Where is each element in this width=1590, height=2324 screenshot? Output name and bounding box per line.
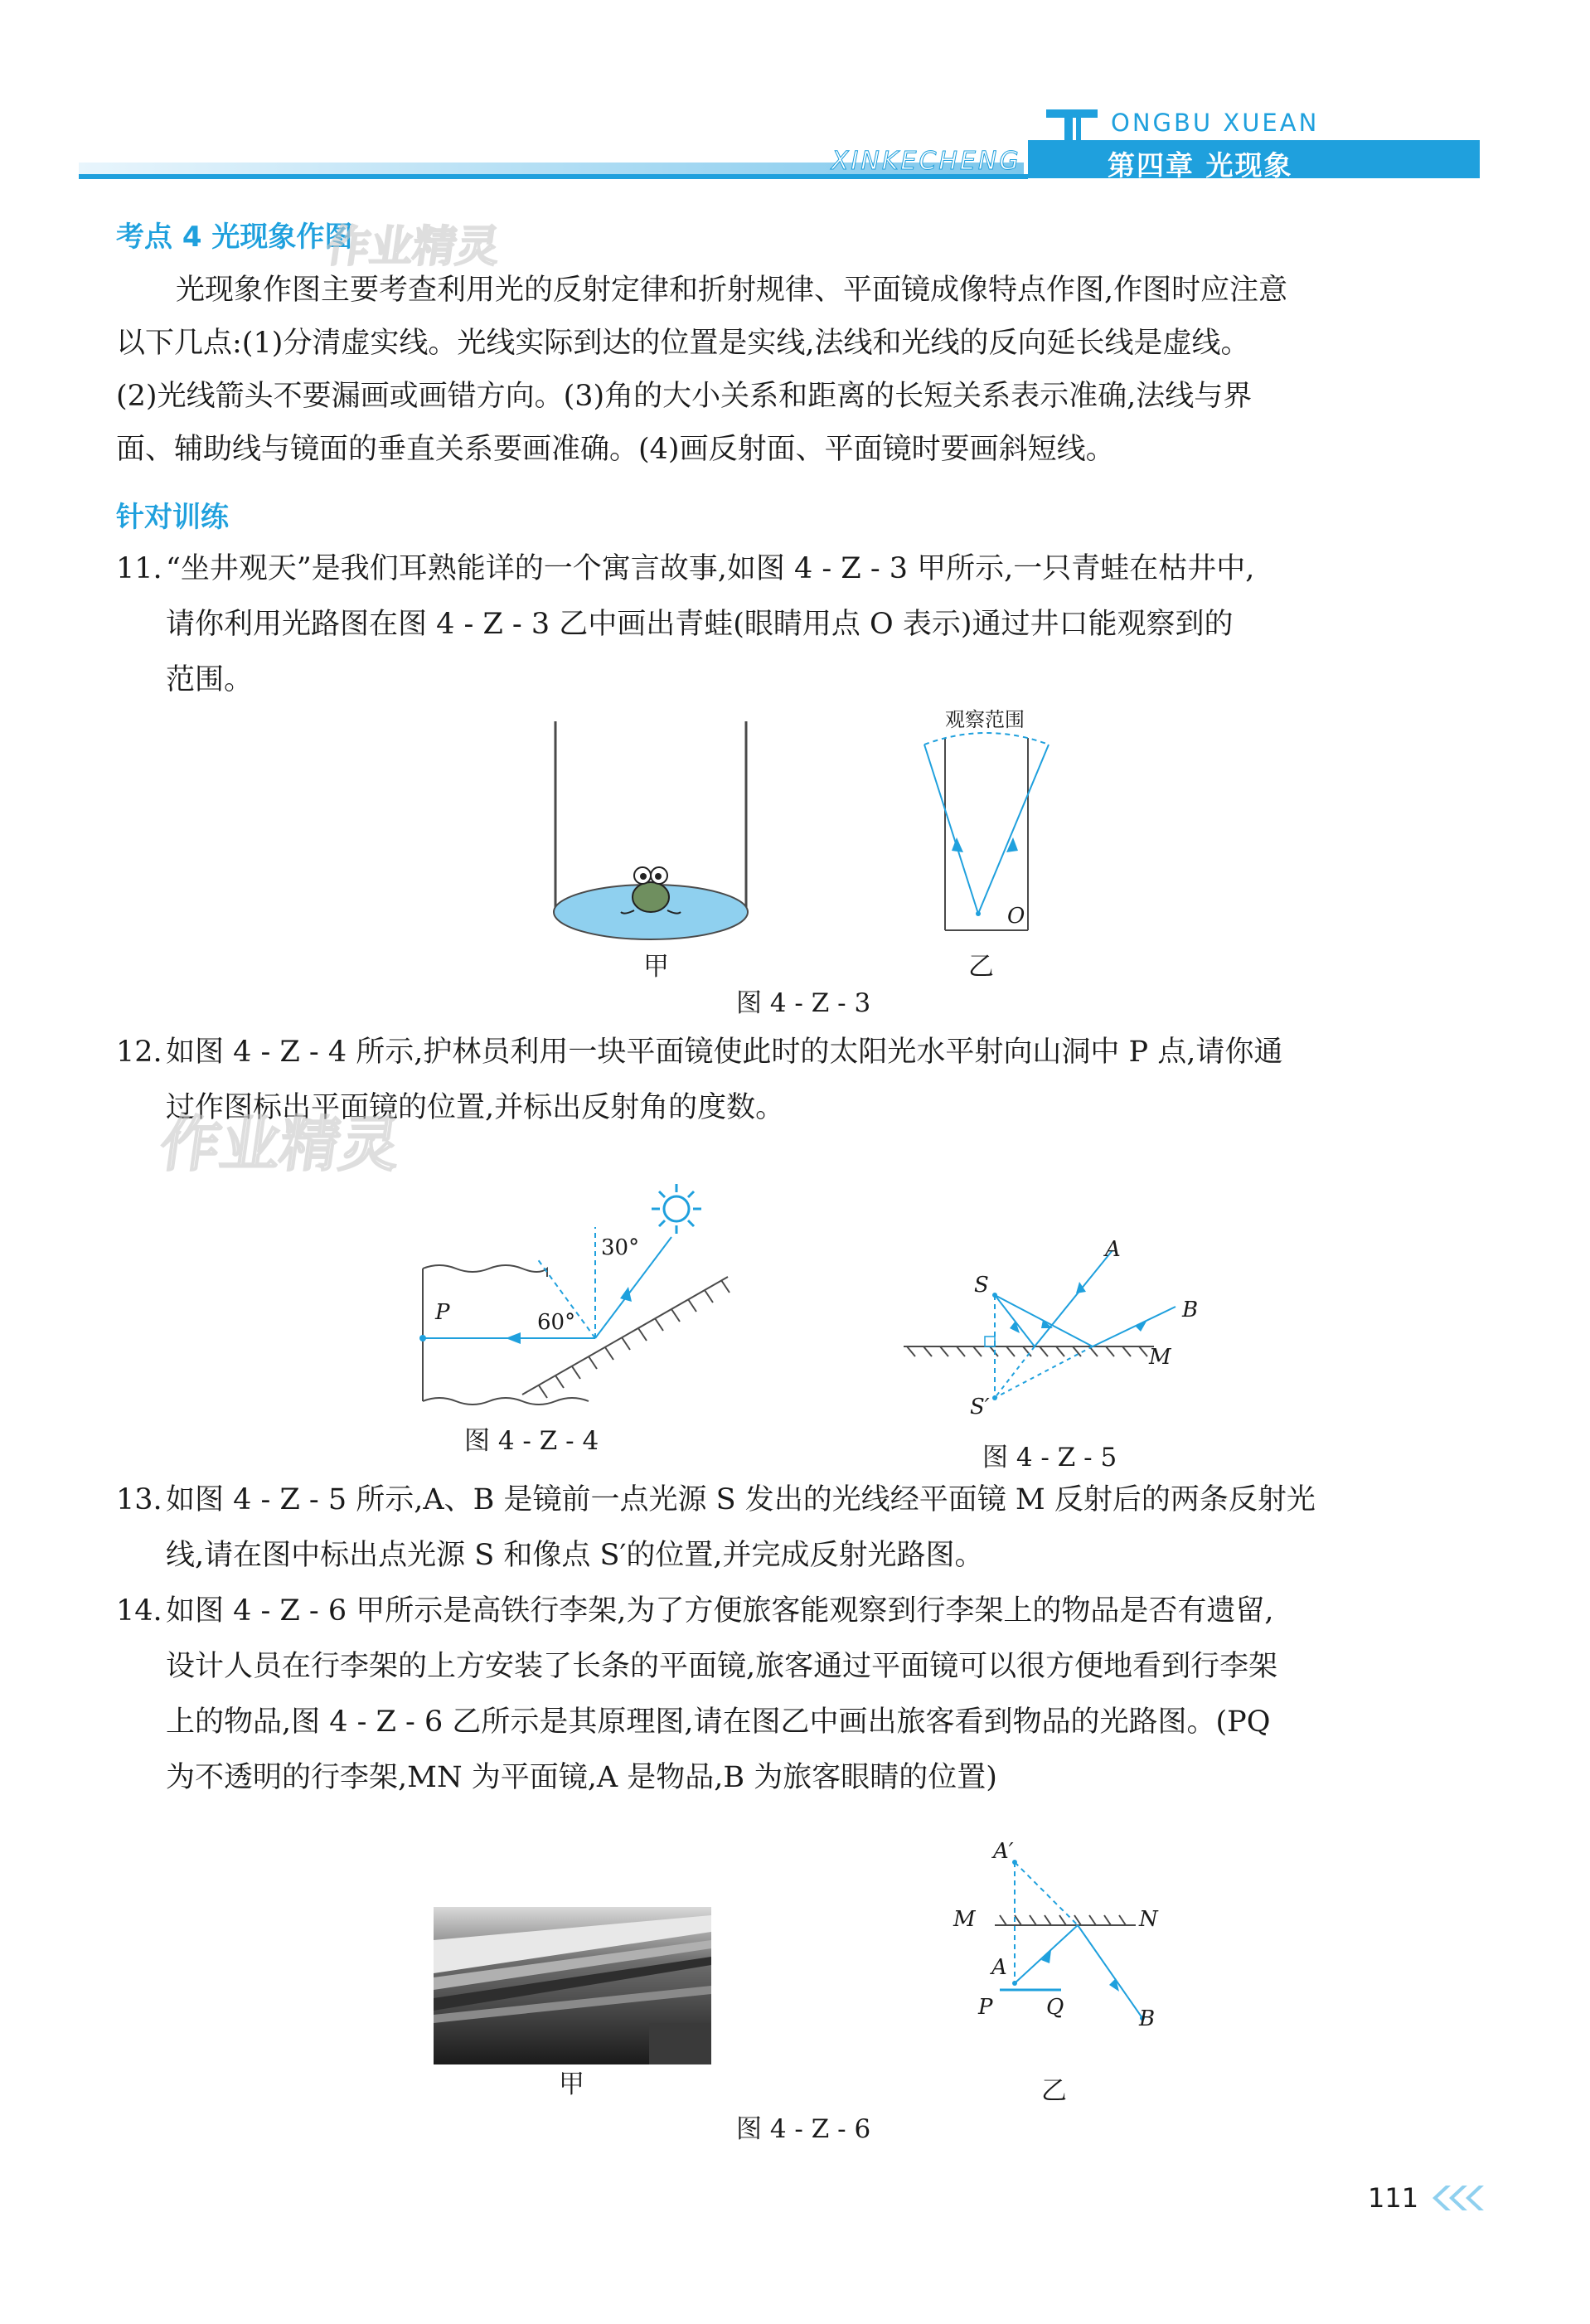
point-a-prime-label: A′	[993, 1839, 1014, 1864]
watermark: 作业精灵	[156, 1109, 405, 1179]
intro-line: 光现象作图主要考查利用光的反射定律和折射规律、平面镜成像特点作图,作图时应注意	[176, 274, 1288, 307]
well-diagram	[554, 721, 748, 939]
intro-line: (2)光线箭头不要漏画或画错方向。(3)角的大小关系和距离的长短关系表示准确,法线与界	[116, 380, 1253, 413]
page-number: 111	[1368, 2182, 1419, 2214]
header-top-text: ONGBU XUEAN	[1111, 109, 1320, 137]
training-title: 针对训练	[116, 501, 229, 534]
mirror-m-label: M	[1149, 1345, 1171, 1370]
question-line: 范围。	[166, 663, 254, 696]
well-ray-diagram	[924, 733, 1049, 930]
intro-line: 以下几点:(1)分清虚实线。光线实际到达的位置是实线,法线和光线的反向延长线是虚线。	[116, 327, 1250, 360]
angle-60-label: 60°	[537, 1310, 576, 1335]
question-number: 11.	[116, 552, 162, 585]
figure-4-z-4	[414, 1177, 746, 1451]
header-t-logo	[1046, 106, 1098, 177]
question-line: 如图 4 - Z - 6 甲所示是高铁行李架,为了方便旅客能观察到行李架上的物品是否有遗留,	[166, 1594, 1274, 1628]
decorative-arrows-icon	[1429, 2184, 1495, 2212]
question-number: 12.	[116, 1036, 162, 1069]
question-line: 为不透明的行李架,MN 为平面镜,A 是物品,B 为旅客眼睛的位置)	[166, 1761, 997, 1794]
observation-range-label: 观察范围	[945, 708, 1025, 731]
shelf-p-label: P	[978, 1995, 993, 2020]
point-b-label: B	[1139, 2006, 1156, 2031]
intro-line: 面、辅助线与镜面的垂直关系要画准确。(4)画反射面、平面镜时要画斜短线。	[116, 433, 1115, 466]
question-number: 13.	[116, 1483, 162, 1516]
point-p-label: P	[435, 1300, 450, 1325]
question-line: 过作图标出平面镜的位置,并标出反射角的度数。	[166, 1091, 785, 1124]
question-line: 请你利用光路图在图 4 - Z - 3 乙中画出青蛙(眼睛用点 O 表示)通过井口能观察到的	[166, 608, 1234, 641]
question-line: 上的物品,图 4 - Z - 6 乙所示是其原理图,请在图乙中画出旅客看到物品的光路图。(PQ	[166, 1705, 1271, 1739]
section-title: 考点 4 光现象作图	[116, 221, 353, 254]
sun-icon	[652, 1184, 701, 1234]
point-o-label: O	[1007, 904, 1025, 929]
subfigure-label-jia: 甲	[559, 2069, 584, 2099]
subfigure-label-jia: 甲	[643, 952, 669, 982]
figure-caption: 图 4 - Z - 5	[982, 1443, 1117, 1473]
point-s-label: S	[974, 1273, 989, 1298]
point-a-label: A	[991, 1955, 1007, 1980]
point-b-label: B	[1182, 1298, 1199, 1322]
subfigure-label-yi: 乙	[968, 952, 994, 982]
question-number: 14.	[116, 1594, 162, 1628]
question-line: 线,请在图中标出点光源 S 和像点 S′的位置,并完成反射光路图。	[166, 1539, 984, 1572]
question-line: 如图 4 - Z - 5 所示,A、B 是镜前一点光源 S 发出的光线经平面镜 M 反射后的两条反射光	[166, 1483, 1316, 1516]
chapter-title: 第四章 光现象	[1108, 149, 1293, 182]
figure-4-z-3	[531, 705, 1111, 978]
question-line: “坐井观天”是我们耳熟能详的一个寓言故事,如图 4 - Z - 3 甲所示,一只青蛙在枯井中,	[166, 552, 1255, 585]
figure-4-z-5	[895, 1235, 1194, 1434]
mirror-n-label: N	[1139, 1907, 1158, 1932]
question-14	[116, 1584, 1442, 1806]
intro-paragraph	[116, 264, 1451, 476]
mirror-m-label: M	[953, 1907, 976, 1932]
figure-caption: 图 4 - Z - 4	[464, 1426, 599, 1456]
luggage-rack-photo	[434, 1907, 711, 2064]
shelf-q-label: Q	[1046, 1995, 1064, 2020]
watermark: 作业精灵	[323, 222, 503, 272]
figure-caption: 图 4 - Z - 3	[736, 988, 871, 1018]
header-left-text: XINKECHENG	[831, 147, 1021, 176]
figure-caption: 图 4 - Z - 6	[736, 2114, 871, 2144]
question-line: 设计人员在行李架的上方安装了长条的平面镜,旅客通过平面镜可以很方便地看到行李架	[166, 1650, 1278, 1683]
question-13	[116, 1473, 1442, 1584]
angle-30-label: 30°	[601, 1235, 640, 1260]
point-a-label: A	[1105, 1237, 1121, 1262]
point-s-prime-label: S′	[970, 1395, 990, 1419]
question-11	[116, 541, 1442, 708]
question-line: 如图 4 - Z - 4 所示,护林员利用一块平面镜使此时的太阳光水平射向山洞中 P 点,请你通	[166, 1036, 1283, 1069]
subfigure-label-yi: 乙	[1041, 2076, 1067, 2106]
